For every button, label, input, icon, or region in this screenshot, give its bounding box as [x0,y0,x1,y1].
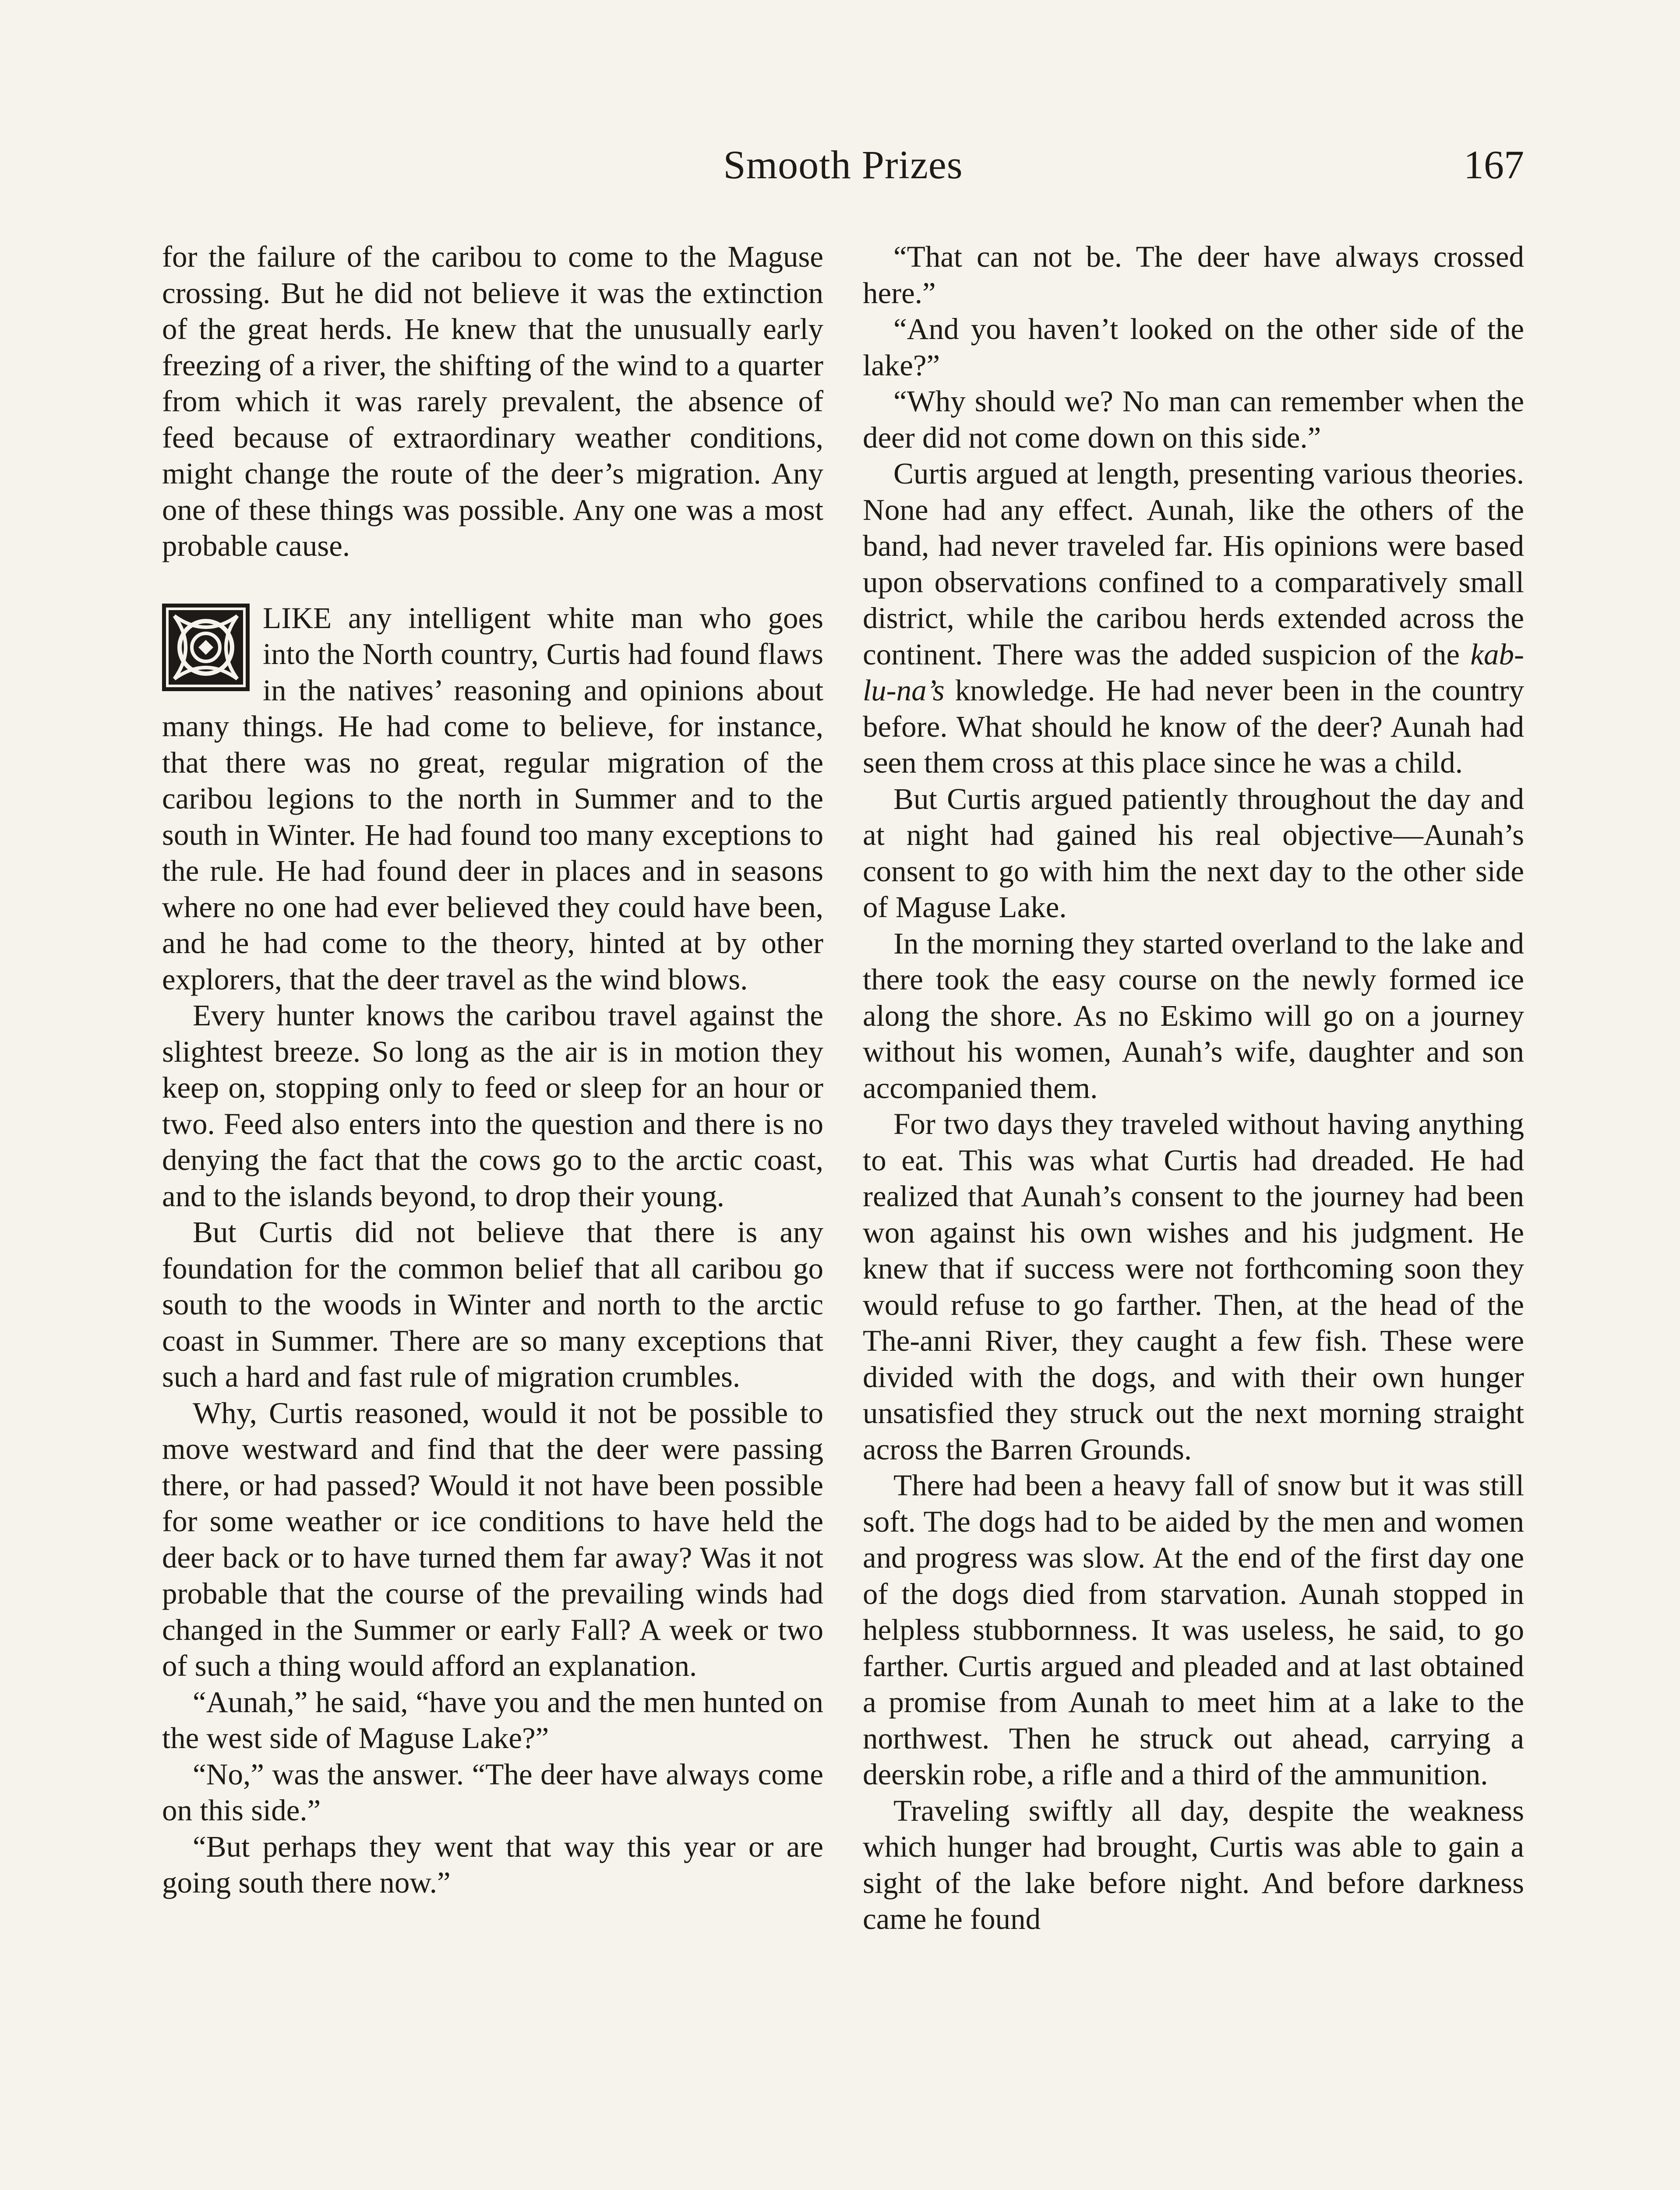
paragraph-dropcap [162,600,823,998]
paragraph: Traveling swiftly all day, despite the weakness which hunger had brought, Curtis was able to gain a sight of the lake before night. And before darkness came he found [863,1794,1524,1936]
page-number: 167 [1464,142,1524,187]
celtic-knot-ornament-icon [162,604,250,691]
paragraph: There had been a heavy fall of snow but it was still soft. The dogs had to be aided by the men and women and progress was slow. At the end of the first day one of the dogs died from starvation. Aunah stopped in helpless stubbornness. It was useless, he said, to go farther. Curtis argued and pleaded and at last obtained a promise from Aunah to meet him at a lake to the northwest. Then he struck out ahead, carrying a deerskin robe, a rifle and a third of the ammunition. [863,1469,1524,1791]
paragraph: “Aunah,” he said, “have you and the men hunted on the west side of Maguse Lake?” [162,1685,823,1755]
paragraph: “And you haven’t looked on the other side of the lake?” [863,312,1524,382]
italic-term: kab-lu-na’s [863,637,1524,707]
paragraph: for the failure of the caribou to come to the Maguse crossing. But he did not believe it was the extinction of the great herds. He knew that the unusually early freezing of a river, the shifting of the wind to a quarter from which it was rarely prevalent, the absence of feed because of extraordinary weather conditions, might change the route of the deer’s migration. Any one of these things was possible. Any one was a most probable cause. [162,240,823,562]
paragraph: Why, Curtis reasoned, would it not be possible to move westward and find that the deer were passing there, or had passed? Would it not have been possible for some weather or ice conditions to have held the deer back or to have turned them far away? Was it not probable that the course of the prevailing winds had changed in the Summer or early Fall? A week or two of such a thing would afford an explanation. [162,1396,823,1682]
paragraph: Every hunter knows the caribou travel against the slightest breeze. So long as the air is in motion they keep on, stopping only to feed or sleep for an hour or two. Feed also enters into the question and there is no denying the fact that the cows go to the arctic coast, and to the islands beyond, to drop their young. [162,999,823,1213]
paragraph: “Why should we? No man can remember when the deer did not come down on this side.” [863,385,1524,454]
paragraph-text: knowledge. He had never been in the country before. What should he know of the deer? Aunah had seen them cross at this place since he was a child. [863,674,1524,779]
running-title: Smooth Prizes [723,142,963,187]
left-column [162,239,823,1901]
paragraph: In the morning they started overland to the lake and there took the easy course on the newly formed ice along the shore. As no Eskimo will go on a journey without his women, Aunah’s wife, daughter and son accompanied them. [863,926,1524,1105]
paragraph: “No,” was the answer. “The deer have always come on this side.” [162,1757,823,1827]
page-header [162,142,1524,206]
paragraph: “But perhaps they went that way this year or are going south there now.” [162,1830,823,1899]
paragraph-text: Curtis argued at length, presenting various theories. None had any effect. Aunah, like the others of the band, had never traveled far. His opinions were based upon observations confined to a comparatively small district, while the caribou herds extended across the continent. There was the added suspicion of the [863,457,1524,671]
paragraph: But Curtis argued patiently throughout the day and at night had gained his real objective—Aunah’s consent to go with him the next day to the other side of Maguse Lake. [863,782,1524,924]
section-break [162,564,823,600]
paragraph: For two days they traveled without having anything to eat. This was what Curtis had dreaded. He had realized that Aunah’s consent to the journey had been won against his own wishes and his judgment. He knew that if success were not forthcoming soon they would refuse to go farther. Then, at the head of the The-anni River, they caught a few fish. These were divided with the dogs, and with their own hunger unsatisfied they struck out the next morning straight across the Barren Grounds. [863,1107,1524,1466]
right-column [863,239,1524,1937]
paragraph: “That can not be. The deer have always crossed here.” [863,240,1524,310]
paragraph [863,456,1524,781]
paragraph: But Curtis did not believe that there is any foundation for the common belief that all caribou go south to the woods in Winter and north to the arctic coast in Summer. There are so many exceptions that such a hard and fast rule of migration crumbles. [162,1215,823,1393]
paragraph-text: LIKE any intelligent white man who goes into the North country, Curtis had found flaws in the natives’ reasoning and opinions about many things. He had come to believe, for instance, that there was no great, regular migration of the caribou legions to the north in Summer and to the south in Winter. He had found too many exceptions to the rule. He had found deer in places and in seasons where no one had ever believed they could have been, and he had come to the theory, hinted at by other explorers, that the deer travel as the wind blows. [162,601,823,996]
